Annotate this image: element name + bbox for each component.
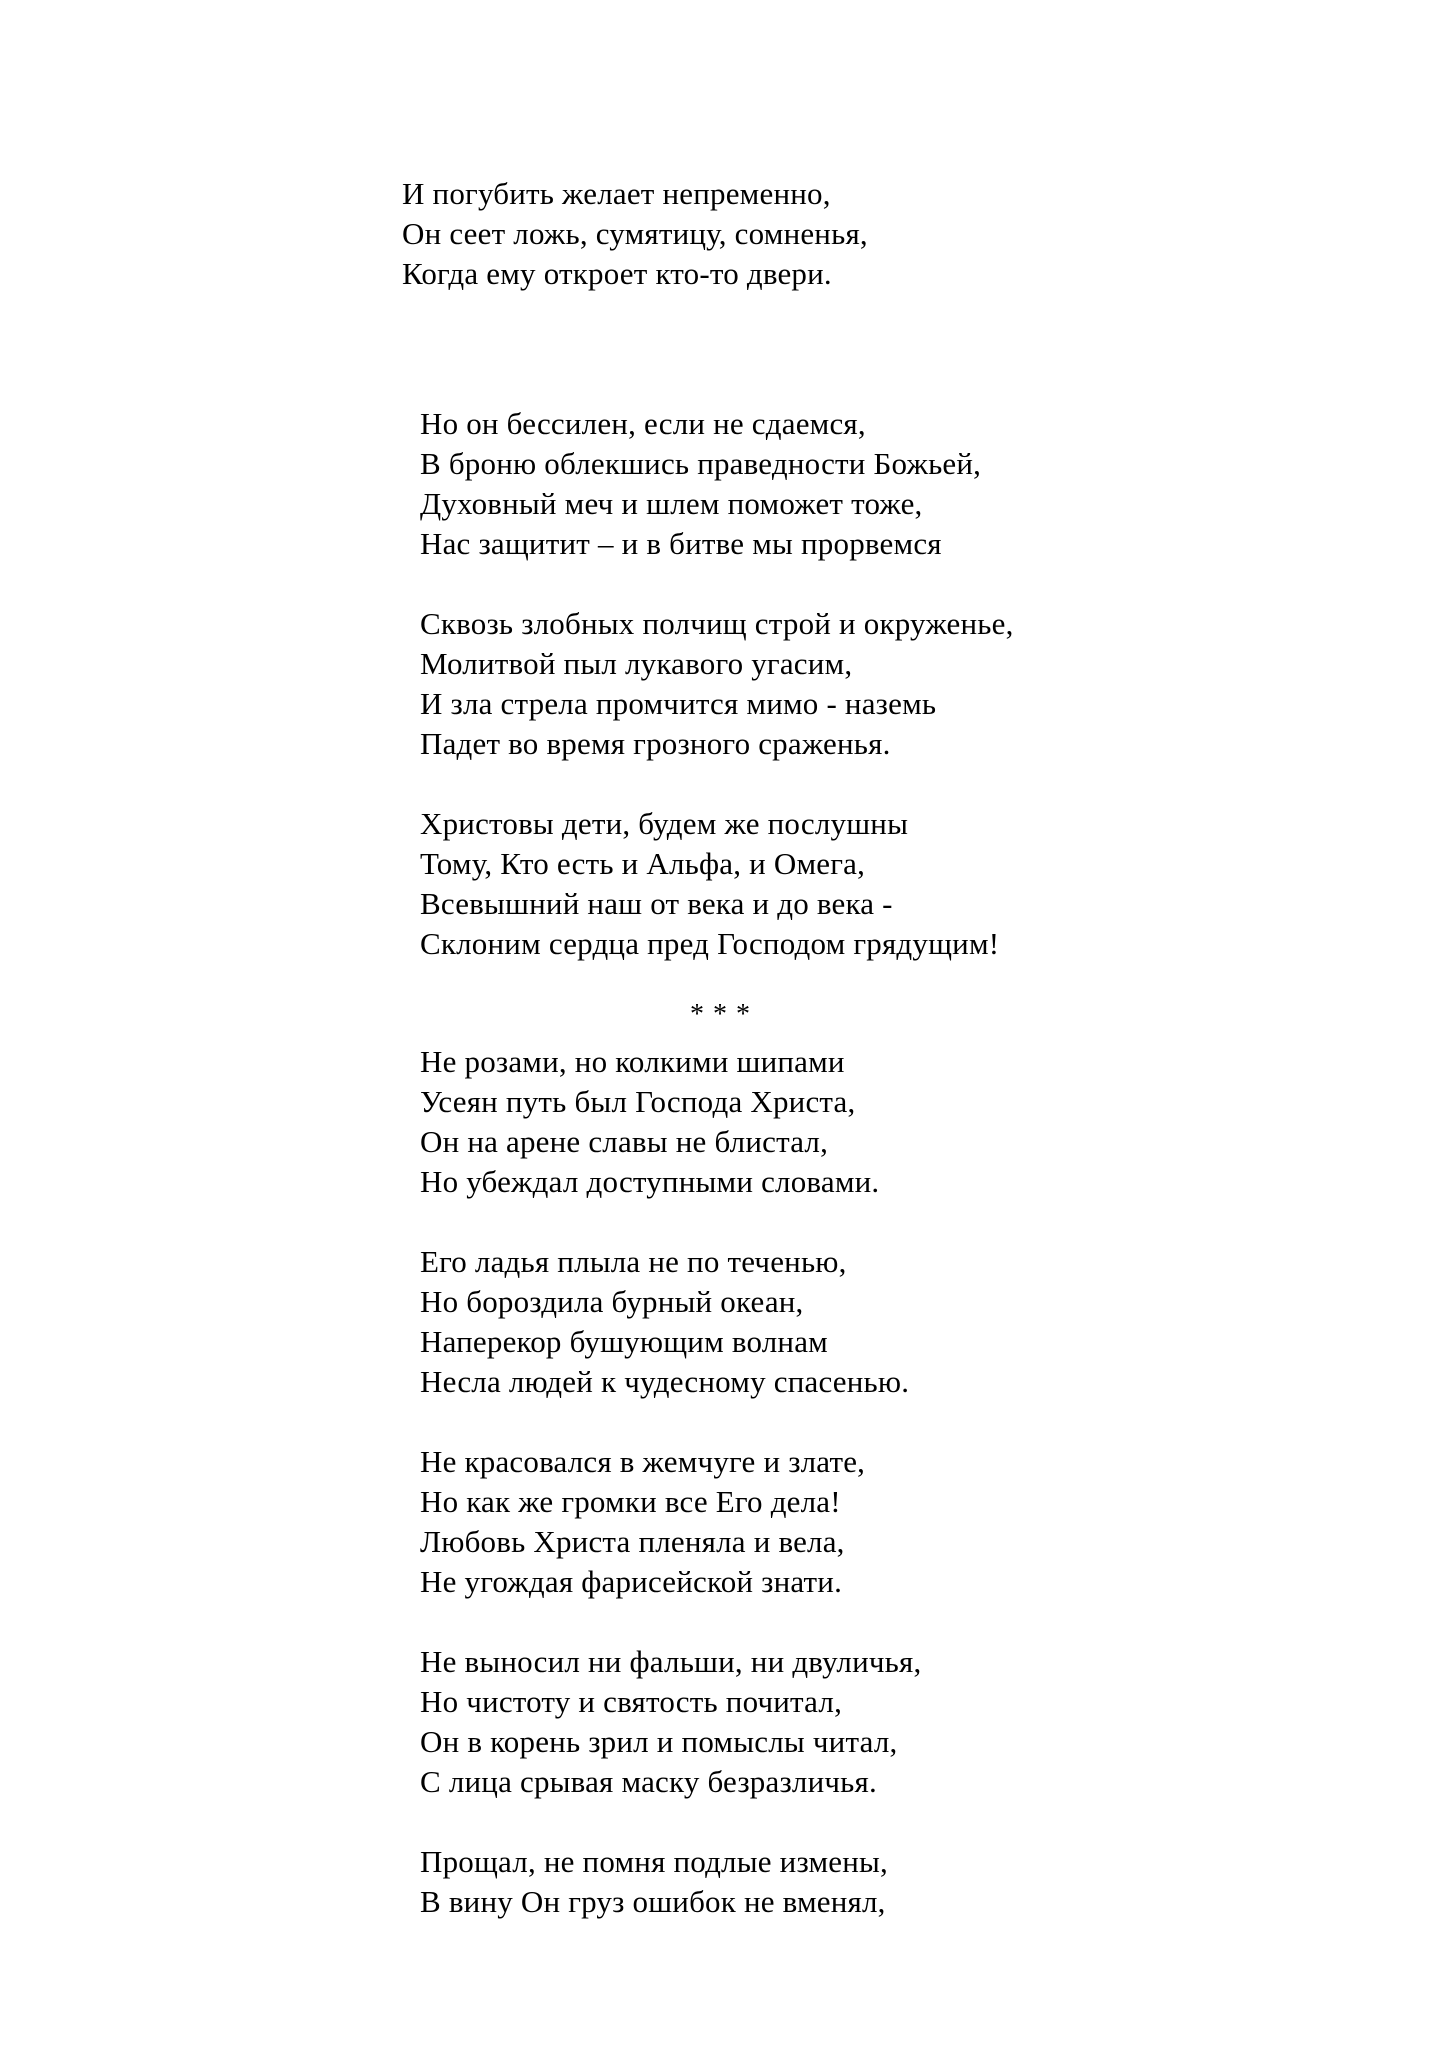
poem-line: Его ладья плыла не по теченью, bbox=[420, 1244, 847, 1279]
poem-line: Не выносил ни фальши, ни двуличья, bbox=[420, 1644, 922, 1679]
poem-line: Наперекор бушующим волнам bbox=[420, 1324, 828, 1359]
stanza-divider: * * * bbox=[690, 999, 751, 1030]
poem-line: Он сеет ложь, сумятицу, сомненья, bbox=[402, 216, 868, 251]
poem-line: И зла стрела промчится мимо - наземь bbox=[420, 686, 937, 721]
poem-line: Но бороздила бурный океан, bbox=[420, 1284, 804, 1319]
poem-line: Христовы дети, будем же послушны bbox=[420, 806, 909, 841]
poem-line: Любовь Христа пленяла и вела, bbox=[420, 1524, 845, 1559]
poem-line: Несла людей к чудесному спасенью. bbox=[420, 1364, 910, 1399]
poem-line: Но как же громки все Его дела! bbox=[420, 1484, 841, 1519]
poem-line: Падет во время грозного сраженья. bbox=[420, 726, 891, 761]
poem-line: Но чистоту и святость почитал, bbox=[420, 1684, 843, 1719]
poem-line: Тому, Кто есть и Альфа, и Омега, bbox=[420, 846, 866, 881]
poem-line: В броню облекшись праведности Божьей, bbox=[420, 446, 982, 481]
poem-line: Не розами, но колкими шипами bbox=[420, 1044, 845, 1079]
poem-line: Когда ему откроет кто-то двери. bbox=[402, 256, 832, 291]
poem-line: Но он бессилен, если не сдаемся, bbox=[420, 406, 866, 441]
poem-line: Не угождая фарисейской знати. bbox=[420, 1564, 843, 1599]
poem-line: Он в корень зрил и помыслы читал, bbox=[420, 1724, 898, 1759]
poem-line: Всевышний наш от века и до века - bbox=[420, 886, 893, 921]
poem-line: С лица срывая маску безразличья. bbox=[420, 1764, 877, 1799]
poem-line: Нас защитит – и в битве мы прорвемся bbox=[420, 526, 942, 561]
poem-line: Склоним сердца пред Господом грядущим! bbox=[420, 926, 1000, 961]
poem-line: Прощал, не помня подлые измены, bbox=[420, 1844, 888, 1879]
poem-line: В вину Он груз ошибок не вменял, bbox=[420, 1884, 886, 1919]
poem-line: Но убеждал доступными словами. bbox=[420, 1164, 880, 1199]
poem-line: Молитвой пыл лукавого угасим, bbox=[420, 646, 853, 681]
poem-line: Не красовался в жемчуге и злате, bbox=[420, 1444, 866, 1479]
poem-line: Он на арене славы не блистал, bbox=[420, 1124, 829, 1159]
poem-line: Усеян путь был Господа Христа, bbox=[420, 1084, 856, 1119]
poem-line: И погубить желает непременно, bbox=[402, 176, 831, 211]
poem-line: Сквозь злобных полчищ строй и окруженье, bbox=[420, 606, 1014, 641]
poem-line: Духовный меч и шлем поможет тоже, bbox=[420, 486, 923, 521]
